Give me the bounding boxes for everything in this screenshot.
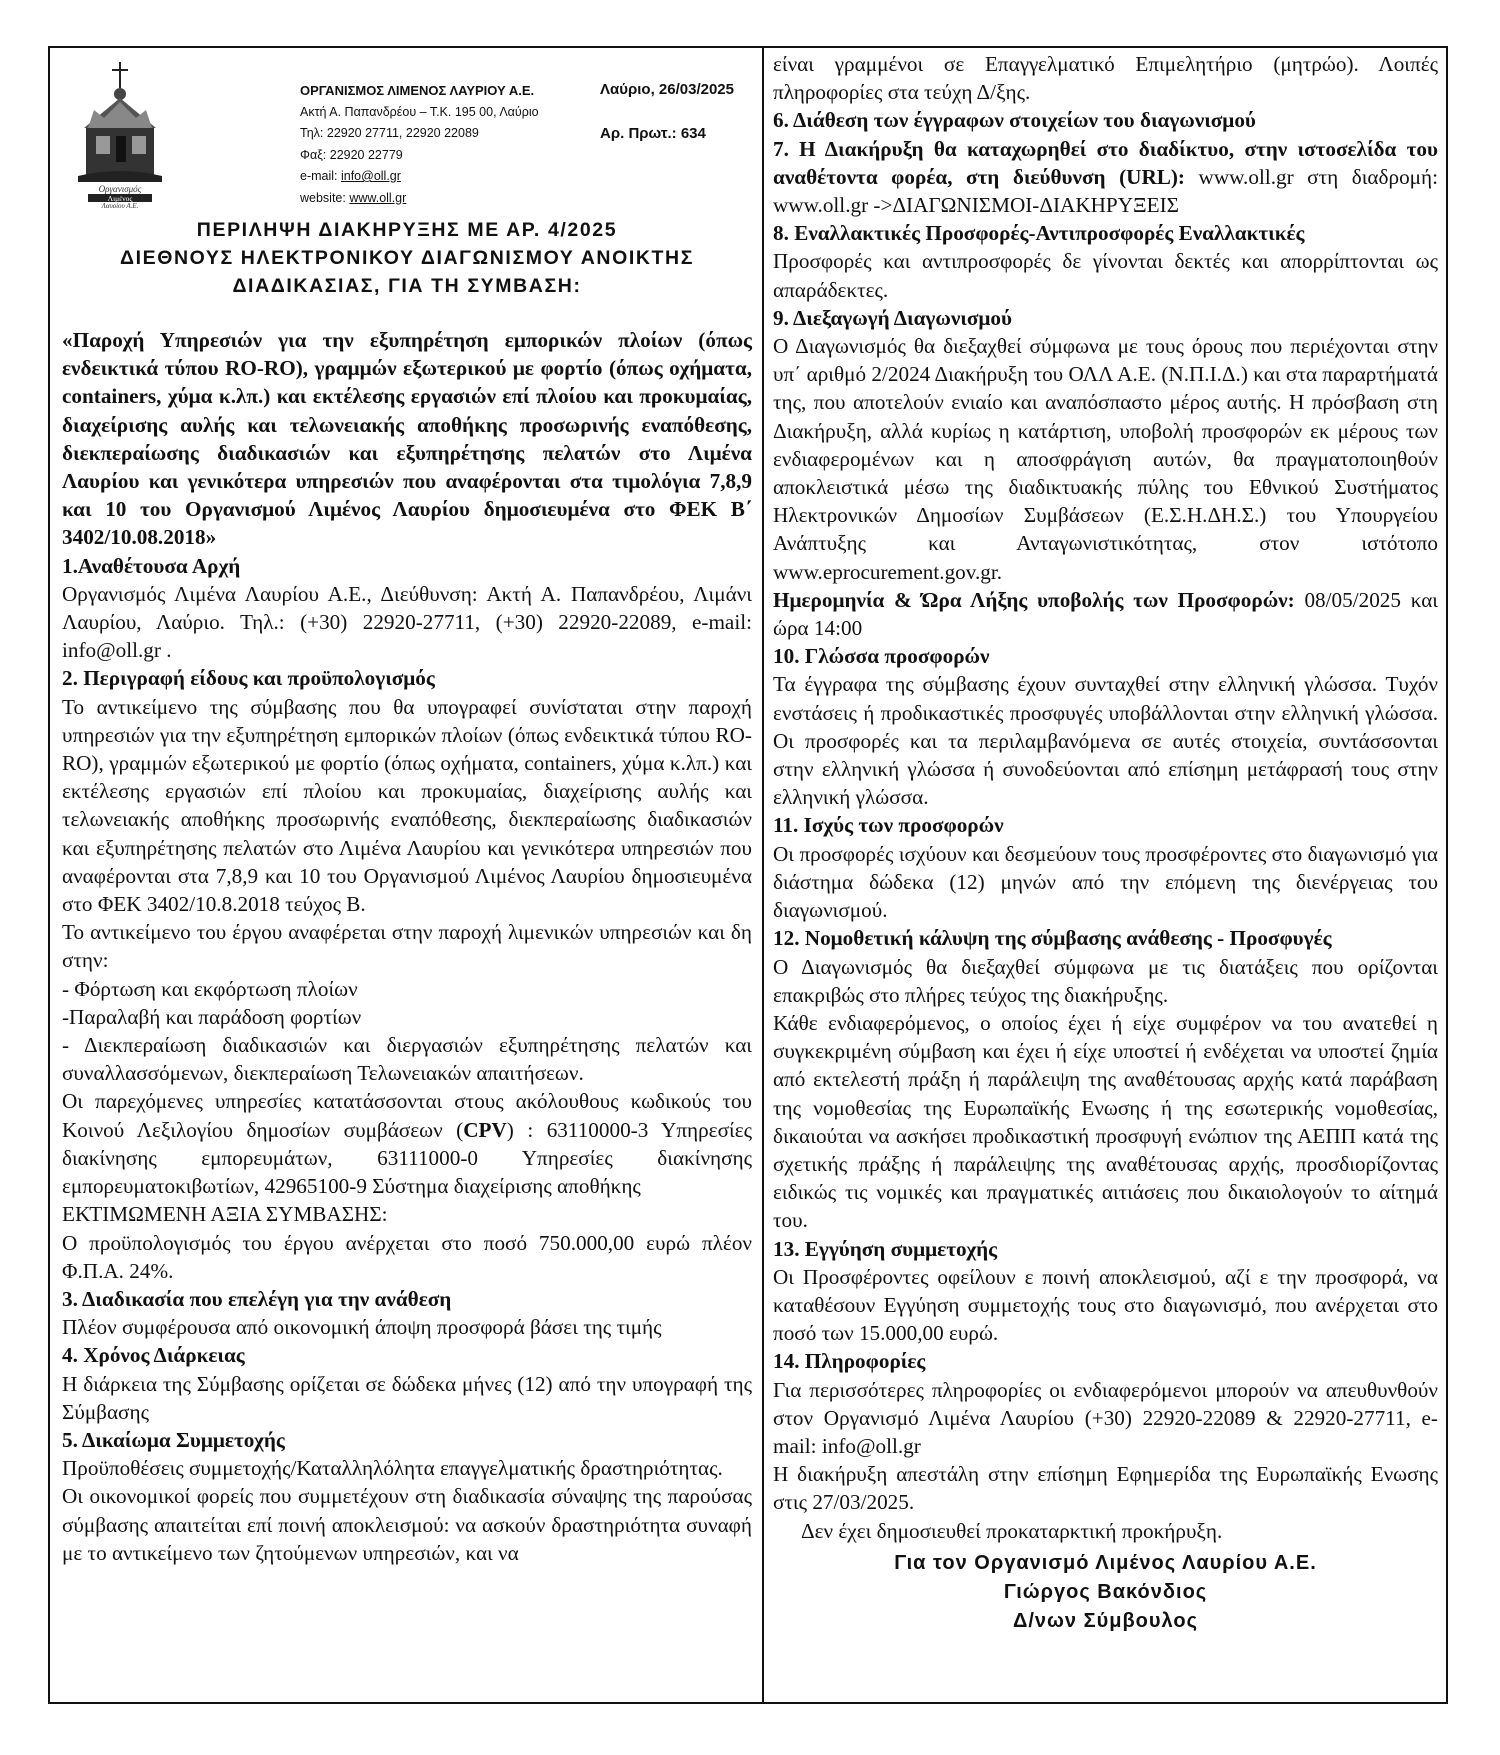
section-2-heading: 2. Περιγραφή είδους και προϋπολογισμός [62,666,435,691]
title-line-1: ΠΕΡΙΛΗΨΗ ΔΙΑΚΗΡΥΞΗΣ ΜΕ ΑΡ. 4/2025 [196,219,618,241]
website-label: website: [300,190,350,205]
email-link[interactable]: info@oll.gr [340,169,401,183]
title-line-2: ΔΙΕΘΝΟΥΣ ΗΛΕΚΤΡΟΝΙΚΟΥ ΔΙΑΓΩΝΙΣΜΟΥ ΑΝΟΙΚΤΗΣ [119,247,695,269]
section-2-bullet-2: -Παραλαβή και παράδοση φορτίων [62,1004,362,1029]
org-name: ΟΡΓΑΝΙΣΜΟΣ ΛΙΜΕΝΟΣ ΛΑΥΡΙΟΥ Α.Ε. [300,83,535,98]
section-2-bullet-3: - Διεκπεραίωση διαδικασιών και διεργασιών εξυπηρέτησης πελατών και συναλλασσόμενων, διεκπεραίωση Τελωνειακών απαιτήσεων. [62,1033,752,1086]
logo-text-line-3: Λαυρίου Α.Ε. [101,202,139,208]
org-address: Ακτή Α. Παπανδρέου – Τ.Κ. 195 00, Λαύριο [300,104,539,119]
section-6-heading: 6. Διάθεση των έγγραφων στοιχείων του διαγωνισμού [773,108,1256,133]
section-10-heading: 10. Γλώσσα προσφορών [773,644,990,669]
section-8-text: Προσφορές και αντιπροσφορές δε γίνονται δεκτές και απορρίπτονται ως απαράδεκτες. [773,249,1438,302]
section-11-heading: 11. Ισχύς των προσφορών [773,813,1004,838]
cpv-text-b: ) : 63110000-3 Υπηρεσίες διακίνησης εμπορευμάτων, 63111000-0 Υπηρεσίες διακίνησης εμπορευματοκιβωτίων, 42965100-9 Σύστημα διαχείρισης αποθήκης [62,1117,752,1199]
org-email-line [300,166,539,188]
section-14-paragraph-1: Για περισσότερες πληροφορίες οι ενδιαφερόμενοι μπορούν να απευθυνθούν στον Οργανισμό Λιμένα Λαυρίου (+30) 22920-22089 & 22920-27711, e-mail: info@oll.gr [773,1377,1438,1458]
section-4-heading: 4. Χρόνος Διάρκειας [62,1343,245,1368]
section-8-heading: 8. Εναλλακτικές Προσφορές-Αντιπροσφορές Εναλλακτικές [773,221,1305,246]
section-1-heading: 1.Αναθέτουσα Αρχή [62,553,241,578]
org-phone: Τηλ: 22920 27711, 22920 22089 [300,126,479,140]
org-fax: Φαξ: 22920 22779 [300,147,403,162]
date-ref-block [600,80,734,144]
right-column [773,50,1438,1636]
notice-frame [48,46,1448,1704]
section-7-text: www.oll.gr στη διαδρομή: www.oll.gr ->ΔΙΑΓΩΝΙΣΜΟΙ-ΔΙΑΚΗΡΥΞΕΙΣ [773,164,1438,218]
section-13-text: Οι Προσφέροντες οφείλουν ε ποινή αποκλεισμού, αζί ε την προσφορά, να καταθέσουν Εγγύηση συμμετοχής τους στο διαγωνισμό, που ανέρχεται στο ποσό των 15.000,00 ευρώ. [773,1264,1438,1346]
section-2-paragraph-2: Το αντικείμενο του έργου αναφέρεται στην παροχή λιμενικών υπηρεσιών και δη στην: [62,920,752,973]
email-label: e-mail: [300,169,341,183]
budget-text: Ο προϋπολογισμός του έργου ανέρχεται στο ποσό 750.000,00 ευρώ πλέον Φ.Π.Α. 24%. [62,1230,752,1283]
section-12-paragraph-1: Ο Διαγωνισμός θα διεξαχθεί σύμφωνα με τις διατάξεις που ορίζονται επακριβώς στο πλήρες τεύχος της διακήρυξης. [773,954,1438,1007]
section-2-bullet-1: - Φόρτωση και εκφόρτωση πλοίων [62,976,358,1001]
section-14-paragraph-3: Δεν έχει δημοσιευθεί προκαταρκτική προκήρυξη. [801,1518,1223,1543]
org-contact-block [300,80,539,209]
notice-title [62,216,752,300]
contract-subject: «Παροχή Υπηρεσιών για την εξυπηρέτηση εμπορικών πλοίων (όπως ενδεικτικά τύπου RO-RO), γραμμών εξωτερικού με φορτίο (όπως οχήματα, containers, χύμα κ.λπ.) και εκτέλεσης εργασιών επί πλοίου και προκυμαίας, διαχείρισης αυλής και τελωνειακής αποθήκης προσωρινής εναπόθεσης, διεκπεραίωσης διαδικασιών και εξυπηρέτησης πελατών στο Λιμένα Λαυρίου και γενικότερα υπηρεσιών που αναφέρονται στα τιμολόγια 7,8,9 και 10 του Οργανισμού Λιμένος Λαυρίου δημοσιευμένα στο ΦΕΚ Β΄ 3402/10.08.2018» [62,328,752,550]
column-divider [762,48,764,1702]
section-5-paragraph-2: Οι οικονομικοί φορείς που συμμετέχουν στη διαδικασία σύναψης της παρούσας σύμβασης απαιτείται επί ποινή αποκλεισμού: να ασκούν δραστηριότητα συναφή με το αντικείμενο των ζητούμενων υπηρεσιών, και να [62,1484,752,1565]
deadline [773,586,1438,642]
section-10-text: Τα έγγραφα της σύμβασης έχουν συνταχθεί στην ελληνική γλώσσα. Τυχόν ενστάσεις ή προδικαστικές προσφυγές υποβάλλονται στην ελληνική γλώσσα. Οι προσφορές και τα περιλαμβανόμενα σε αυτές στοιχεία, συντάσσονται στην ελληνική γλώσσα ή συνοδεύονται από επίσημη μετάφρασή τους στην ελληνική γλώσσα. [773,672,1438,810]
section-7-heading: 7. Η Διακήρυξη θα καταχωρηθεί στο διαδίκτυο, στην ιστοσελίδα του αναθέτοντα φορέα, στη διεύθυνση (URL): [773,136,1438,189]
protocol-number: Αρ. Πρωτ.: 634 [600,125,706,142]
section-5-paragraph-1: Προϋποθέσεις συμμετοχής/Καταλληλόλητα επαγγελματικής δραστηριότητας. [62,1456,723,1481]
section-14-paragraph-2: Η διακήρυξη απεστάλη στην επίσημη Εφημερίδα της Ευρωπαϊκής Ενωσης στις 27/03/2025. [773,1462,1438,1515]
section-1-text: Οργανισμός Λιμένα Λαυρίου Α.Ε., Διεύθυνση: Ακτή Α. Παπανδρέου, Λιμάνι Λαυρίου, Λαύριο. Τηλ.: (+30) 22920-27711, (+30) 22920-22089, e-mail: info@oll.gr . [62,581,752,663]
section-3-heading: 3. Διαδικασία που επελέγη για την ανάθεση [62,1286,452,1311]
section-14-heading: 14. Πληροφορίες [773,1349,926,1374]
section-3-text: Πλέον συμφέρουσα από οικονομική άποψη προσφορά βάσει της τιμής [62,1315,662,1340]
title-line-3: ΔΙΑΔΙΚΑΣΙΑΣ, ΓΙΑ ΤΗ ΣΥΜΒΑΣΗ: [232,275,582,297]
section-4-text: Η διάρκεια της Σύμβασης ορίζεται σε δώδεκα μήνες (12) από την υπογραφή της Σύμβασης [62,1371,752,1424]
deadline-label: Ημερομηνία & Ώρα Λήξης υποβολής των Προσφορών: [773,587,1295,612]
section-2-cpv-paragraph [62,1087,752,1200]
section-7 [773,135,1438,220]
org-website-line [300,188,539,210]
website-link[interactable]: www.oll.gr [349,190,407,205]
port-logo-icon [64,58,176,208]
section-12-heading: 12. Νομοθετική κάλυψη της σύμβασης ανάθεσης - Προσφυγές [773,926,1332,951]
section-2-paragraph-1: Το αντικείμενο της σύμβασης που θα υπογραφεί συνίσταται στην παροχή υπηρεσιών για την εξυπηρέτηση εμπορικών πλοίων (όπως ενδεικτικά τύπου RO-RO), γραμμών εξωτερικού με φορτίο (όπως οχήματα, containers, χύμα κ.λπ.) και εκτέλεσης εργασιών επί πλοίου και προκυμαίας, διαχείρισης αυλής και τελωνειακής αποθήκης προσωρινής εναπόθεσης, διεκπεραίωσης διαδικασιών και εξυπηρέτησης πελατών στο Λιμένα Λαυρίου και γενικότερα υπηρεσιών που αναφέρονται στα 7,8,9 και 10 του Οργανισμού Λιμένος Λαυρίου δημοσιευμένα στο ΦΕΚ 3402/10.8.2018 τεύχος Β. [62,694,752,917]
signature-org: Για τον Οργανισμό Λιμένος Λαυρίου Α.Ε. [894,1551,1317,1574]
left-column [62,48,752,1567]
section-9-text: Ο Διαγωνισμός θα διεξαχθεί σύμφωνα με τους όρους που περιέχονται στην υπ΄ αριθμό 2/2024 Διακήρυξη του ΟΛΛ Α.Ε. (Ν.Π.Ι.Δ.) και στα παραρτήματά της, που αποτελούν ενιαίο και αναπόσπαστο μέρος αυτής. Η πρόσβαση στη Διακήρυξη, αλλά κυρίως η κατάρτιση, υποβολή προσφορών εκ μέρους των ενδιαφερομένων και η αποσφράγιση αυτών, θα πραγματοποιηθούν αποκλειστικά μέσω της διαδικτυακής πύλης του Εθνικού Συστήματος Ηλεκτρονικών Δημοσίων Συμβάσεων (Ε.Σ.Η.ΔΗ.Σ.) του Υπουργείου Ανάπτυξης και Ανταγωνιστικότητας, στον ιστότοπο www.eprocurement.gov.gr. [773,334,1438,584]
cpv-label: CPV [463,1117,507,1142]
section-9-heading: 9. Διεξαγωγή Διαγωνισμού [773,305,1012,330]
logo-text-line-2: Λιμένος [107,194,133,203]
section-13-heading: 13. Εγγύηση συμμετοχής [773,1236,998,1261]
signature-block [773,1549,1438,1636]
section-11-text: Οι προσφορές ισχύουν και δεσμεύουν τους προσφέροντες στο διαγωνισμό για διάστημα δώδεκα (12) μηνών από την επόμενη της διενέργειας του διαγωνισμού. [773,841,1438,923]
letterhead [62,48,752,216]
issue-date: Λαύριο, 26/03/2025 [600,81,734,98]
estimated-value-label: ΕΚΤΙΜΩΜΕΝΗ ΑΞΙΑ ΣΥΜΒΑΣΗΣ: [62,1202,388,1227]
logo-text-line-1: Οργανισμός [98,184,142,194]
section-5-heading: 5. Δικαίωμα Συμμετοχής [62,1427,285,1452]
signature-name: Γιώργος Βακόνδιος [1003,1580,1208,1603]
section-5-continuation: είναι γραμμένοι σε Επαγγελματικό Επιμελητήριο (μητρώο). Λοιπές πληροφορίες στα τεύχη Δ/ξης. [773,52,1438,105]
signature-role: Δ/νων Σύμβουλος [1012,1609,1199,1632]
cpv-text-a: Οι παρεχόμενες υπηρεσίες κατατάσσονται στους ακόλουθους κωδικούς του Κοινού Λεξιλογίου δημοσίων συμβάσεων ( [62,1089,752,1142]
deadline-value: 08/05/2025 και ώρα 14:00 [773,587,1438,641]
section-12-paragraph-2: Κάθε ενδιαφερόμενος, ο οποίος έχει ή είχε συμφέρον να του ανατεθεί η συγκεκριμένη σύμβαση και έχει ή είχε υποστεί ή ενδέχεται να υποστεί ζημία από εκτελεστή πράξη ή παράλειψη της αναθέτουσας αρχής κατά παράβαση της νομοθεσίας της Ευρωπαϊκής Ενωσης ή της εσωτερικής νομοθεσίας, δικαιούται να ασκήσει προδικαστική προσφυγή ενώπιον της ΑΕΠΠ κατά της σχετικής πράξης ή παράλειψης της αναθέτουσας αρχής, προσδιορίζοντας ειδικώς τις νομικές και πραγματικές αιτιάσεις που δικαιολογούν το αίτημά του. [773,1010,1438,1233]
